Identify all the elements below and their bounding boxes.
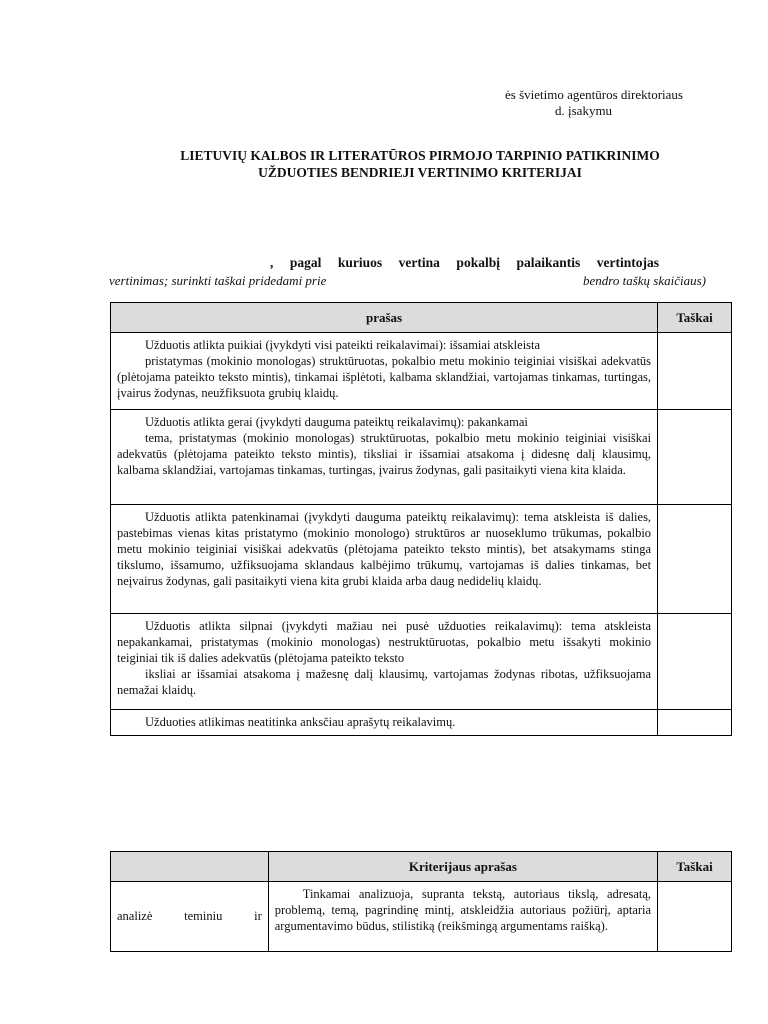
- grading-criteria-table: [110, 302, 732, 736]
- table-row: [111, 882, 732, 952]
- criteria-description: Užduotis atlikta patenkinamai (įvykdyti dauguma pateiktų reikalavimų): tema atskleista iš dalies, pastebimas vienas kitas pristatymo (mokinio monologo) struktūros ar nuoseklumo trūkumas, pokalbio metu mokinio teiginiai visiškai adekvatūs (plėtojama pateikto teksto mintis), bet atsakymams stinga tikslumo, išsamumo, užfiksuojama sklandaus kalbėjimo trūkumų, vartojamas iš dalies tinkamas, bet neįvairus žodynas, gali pasitaikyti viena kita grubi klaida arba daug nedidelių klaidų.: [117, 510, 652, 588]
- column-header-points: Taškai: [658, 303, 732, 333]
- points-cell[interactable]: [658, 333, 732, 410]
- table-row: [111, 710, 732, 736]
- criteria-description-cell: [111, 410, 658, 505]
- description-line: iksliai ar išsamiai atsakoma į mažesnę dalį klausimų, vartojamas žodynas ribotas, užfiksuojama nemažai klaidų.: [117, 667, 652, 697]
- order-reference-line-1: ės švietimo agentūros direktoriaus: [505, 87, 683, 102]
- points-cell[interactable]: [658, 410, 732, 505]
- criteria-description: [111, 410, 657, 481]
- description-line: Užduotis atlikta gerai (įvykdyti dauguma pateiktų reikalavimų): pakankamai: [145, 415, 528, 429]
- description-line: tema, pristatymas (mokinio monologas) struktūruotas, pokalbio metu mokinio teiginiai visiškai adekvatūs (plėtojama pateikto teksto mintis), tiksliai ir išsamiai atsakoma į didesnę dalį klausimų, kalbama sklandžiai, vartojamas tinkamas, turtingas, įvairus žodynas, gali pasitaikyti viena kita klaida.: [117, 431, 652, 477]
- description-line: Užduotis atlikta puikiai (įvykdyti visi pateikti reikalavimai): išsamiai atskleista: [145, 338, 541, 352]
- title-line-1: LIETUVIŲ KALBOS IR LITERATŪROS PIRMOJO TARPINIO PATIKRINIMO: [180, 148, 660, 163]
- description-line: Užduotis atlikta silpnai (įvykdyti mažiau nei pusė užduoties reikalavimų): tema atskleista nepakankamai, pristatymas (mokinio monologas) nestruktūruotas, pokalbio metu išsakyti mokinio teiginiai tik iš dalies adekvatūs (plėtojama pateikto teksto: [117, 619, 652, 665]
- table-header-row: [111, 303, 732, 333]
- criteria-description-cell: [111, 710, 658, 736]
- points-cell[interactable]: [658, 882, 732, 952]
- criteria-description: Užduoties atlikimas neatitinka anksčiau aprašytų reikalavimų.: [145, 715, 456, 729]
- table-header-row: [111, 852, 732, 882]
- column-header-criterion-description: Kriterijaus aprašas: [268, 852, 657, 882]
- column-header-criterion: [111, 852, 269, 882]
- points-cell[interactable]: [658, 505, 732, 614]
- table-row: [111, 333, 732, 410]
- points-cell[interactable]: [658, 710, 732, 736]
- criterion-description-cell: [268, 882, 657, 952]
- description-line: pristatymas (mokinio monologas) struktūruotas, pokalbio metu mokinio teiginiai visiškai adekvatūs (plėtojama pateikto teksto mintis), tinkamai išplėtoti, kalbama sklandžiai, vartojamas tinkamas, turtingas, įvairus žodynas, neužfiksuota grubių klaidų.: [117, 354, 652, 400]
- points-cell[interactable]: [658, 614, 732, 710]
- criteria-description-cell: [111, 333, 658, 410]
- order-reference-line-2: d. įsakymu: [555, 103, 613, 118]
- intro-italic-left: vertinimas; surinkti taškai pridedami prie: [109, 273, 327, 288]
- criteria-description-table: [110, 851, 732, 952]
- column-header-points: Taškai: [658, 852, 732, 882]
- table-row: [111, 505, 732, 614]
- intro-bold-line: , pagal kuriuos vertina pokalbį palaikantis vertintojas: [270, 255, 659, 270]
- table-row: [111, 614, 732, 710]
- criteria-description: [111, 333, 657, 404]
- document-title: [90, 147, 750, 181]
- column-header-description: prašas: [111, 303, 658, 333]
- title-line-2: UŽDUOTIES BENDRIEJI VERTINIMO KRITERIJAI: [258, 165, 582, 180]
- criteria-description-cell: [111, 614, 658, 710]
- intro-italic-right: bendro taškų skaičiaus): [583, 273, 706, 288]
- criteria-description-cell: [111, 505, 658, 614]
- criterion-description: Tinkamai analizuoja, supranta tekstą, autoriaus tikslą, adresatą, problemą, temą, pagrindinę mintį, atskleidžia autoriaus požiūrį, aptaria argumentavimo būdus, stilistiką (reikšmingą argumentams raišką).: [274, 887, 652, 933]
- table-row: [111, 410, 732, 505]
- criteria-description: [111, 614, 657, 701]
- criterion-name-cell: analizė teminiu ir: [111, 882, 269, 952]
